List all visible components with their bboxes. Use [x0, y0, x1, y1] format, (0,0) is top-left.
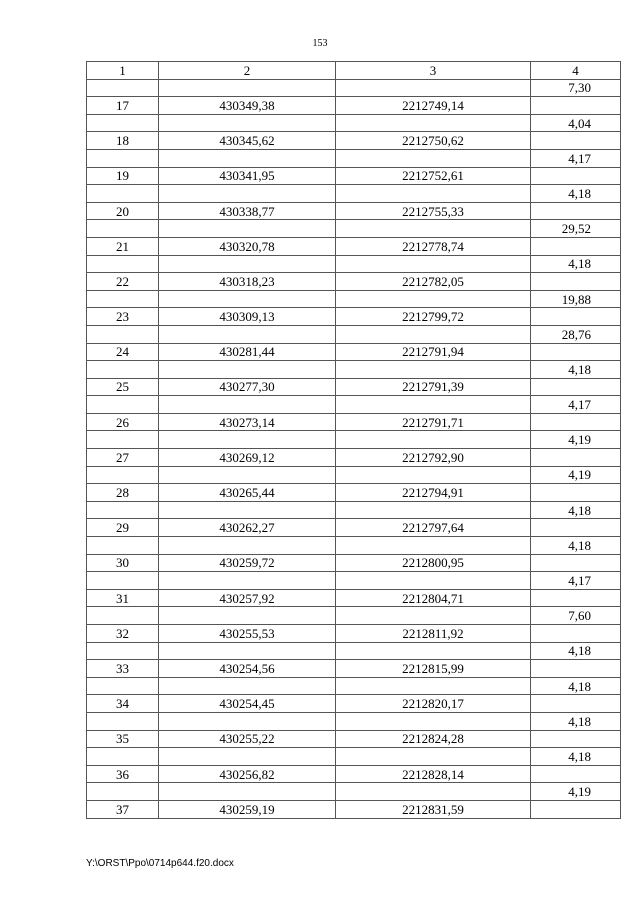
distance-cell: 4,18 — [531, 501, 621, 519]
x-coordinate-cell — [159, 677, 336, 695]
y-coordinate-cell — [336, 466, 531, 484]
y-coordinate-cell: 2212799,72 — [336, 308, 531, 326]
x-coordinate-cell: 430257,92 — [159, 589, 336, 607]
y-coordinate-cell — [336, 501, 531, 519]
table-row — [87, 114, 621, 132]
point-number-cell: 19 — [87, 167, 159, 185]
table-row — [87, 149, 621, 167]
y-coordinate-cell: 2212755,33 — [336, 202, 531, 220]
distance-cell — [531, 97, 621, 115]
point-number-cell: 28 — [87, 484, 159, 502]
y-coordinate-cell: 2212752,61 — [336, 167, 531, 185]
x-coordinate-cell — [159, 396, 336, 414]
table-row — [87, 572, 621, 590]
distance-cell — [531, 413, 621, 431]
x-coordinate-cell: 430281,44 — [159, 343, 336, 361]
y-coordinate-cell: 2212791,94 — [336, 343, 531, 361]
distance-cell — [531, 484, 621, 502]
table-row — [87, 730, 621, 748]
x-coordinate-cell — [159, 431, 336, 449]
y-coordinate-cell — [336, 149, 531, 167]
distance-cell — [531, 730, 621, 748]
point-number-cell: 23 — [87, 308, 159, 326]
x-coordinate-cell — [159, 220, 336, 238]
distance-cell — [531, 378, 621, 396]
distance-cell: 4,18 — [531, 712, 621, 730]
y-coordinate-cell — [336, 712, 531, 730]
point-number-cell — [87, 501, 159, 519]
x-coordinate-cell: 430259,19 — [159, 800, 336, 818]
table-row — [87, 220, 621, 238]
distance-cell — [531, 273, 621, 291]
column-header-4: 4 — [531, 62, 621, 80]
distance-cell — [531, 660, 621, 678]
x-coordinate-cell: 430345,62 — [159, 132, 336, 150]
distance-cell — [531, 625, 621, 643]
distance-cell — [531, 237, 621, 255]
distance-cell — [531, 589, 621, 607]
point-number-cell — [87, 607, 159, 625]
table-row — [87, 413, 621, 431]
y-coordinate-cell: 2212804,71 — [336, 589, 531, 607]
point-number-cell — [87, 537, 159, 555]
y-coordinate-cell: 2212828,14 — [336, 765, 531, 783]
distance-cell — [531, 132, 621, 150]
x-coordinate-cell — [159, 466, 336, 484]
x-coordinate-cell: 430277,30 — [159, 378, 336, 396]
table-row — [87, 255, 621, 273]
footer-file-path: Y:\ORST\Ppo\0714p644.f20.docx — [86, 858, 234, 869]
x-coordinate-cell: 430349,38 — [159, 97, 336, 115]
table-row — [87, 237, 621, 255]
table-row — [87, 783, 621, 801]
distance-cell: 4,18 — [531, 748, 621, 766]
x-coordinate-cell: 430320,78 — [159, 237, 336, 255]
point-number-cell: 21 — [87, 237, 159, 255]
x-coordinate-cell — [159, 185, 336, 203]
distance-cell — [531, 449, 621, 467]
distance-cell — [531, 308, 621, 326]
point-number-cell — [87, 396, 159, 414]
y-coordinate-cell — [336, 431, 531, 449]
distance-cell — [531, 554, 621, 572]
distance-cell: 7,60 — [531, 607, 621, 625]
x-coordinate-cell: 430262,27 — [159, 519, 336, 537]
table-row — [87, 625, 621, 643]
y-coordinate-cell — [336, 748, 531, 766]
point-number-cell — [87, 361, 159, 379]
table-row — [87, 167, 621, 185]
table-row — [87, 396, 621, 414]
table-row — [87, 501, 621, 519]
table-row — [87, 273, 621, 291]
distance-cell: 4,04 — [531, 114, 621, 132]
table-row — [87, 695, 621, 713]
x-coordinate-cell: 430309,13 — [159, 308, 336, 326]
table-row — [87, 537, 621, 555]
table-row — [87, 361, 621, 379]
table-row — [87, 343, 621, 361]
table-row — [87, 79, 621, 97]
point-number-cell: 32 — [87, 625, 159, 643]
distance-cell: 4,17 — [531, 396, 621, 414]
distance-cell: 4,18 — [531, 255, 621, 273]
distance-cell — [531, 695, 621, 713]
distance-cell: 4,19 — [531, 466, 621, 484]
y-coordinate-cell: 2212791,39 — [336, 378, 531, 396]
distance-cell: 4,19 — [531, 431, 621, 449]
y-coordinate-cell: 2212831,59 — [336, 800, 531, 818]
point-number-cell: 27 — [87, 449, 159, 467]
x-coordinate-cell — [159, 712, 336, 730]
x-coordinate-cell: 430265,44 — [159, 484, 336, 502]
x-coordinate-cell — [159, 325, 336, 343]
x-coordinate-cell: 430273,14 — [159, 413, 336, 431]
distance-cell: 4,18 — [531, 185, 621, 203]
point-number-cell: 18 — [87, 132, 159, 150]
table-row — [87, 132, 621, 150]
distance-cell — [531, 202, 621, 220]
table-row — [87, 97, 621, 115]
point-number-cell — [87, 185, 159, 203]
point-number-cell — [87, 149, 159, 167]
table-row — [87, 642, 621, 660]
y-coordinate-cell — [336, 537, 531, 555]
point-number-cell — [87, 748, 159, 766]
x-coordinate-cell — [159, 149, 336, 167]
x-coordinate-cell: 430259,72 — [159, 554, 336, 572]
column-header-2: 2 — [159, 62, 336, 80]
point-number-cell — [87, 572, 159, 590]
distance-cell: 7,30 — [531, 79, 621, 97]
point-number-cell — [87, 677, 159, 695]
table-row — [87, 712, 621, 730]
point-number-cell — [87, 255, 159, 273]
table-row — [87, 554, 621, 572]
y-coordinate-cell: 2212824,28 — [336, 730, 531, 748]
distance-cell: 4,17 — [531, 572, 621, 590]
y-coordinate-cell: 2212797,64 — [336, 519, 531, 537]
x-coordinate-cell — [159, 537, 336, 555]
point-number-cell: 26 — [87, 413, 159, 431]
distance-cell — [531, 343, 621, 361]
y-coordinate-cell — [336, 185, 531, 203]
y-coordinate-cell: 2212782,05 — [336, 273, 531, 291]
point-number-cell: 36 — [87, 765, 159, 783]
column-header-1: 1 — [87, 62, 159, 80]
y-coordinate-cell — [336, 220, 531, 238]
x-coordinate-cell: 430256,82 — [159, 765, 336, 783]
x-coordinate-cell: 430255,53 — [159, 625, 336, 643]
y-coordinate-cell — [336, 114, 531, 132]
coordinates-table — [86, 61, 621, 819]
point-number-cell — [87, 79, 159, 97]
table-row — [87, 202, 621, 220]
page-number: 153 — [312, 38, 328, 49]
x-coordinate-cell — [159, 501, 336, 519]
y-coordinate-cell: 2212791,71 — [336, 413, 531, 431]
table-row — [87, 660, 621, 678]
point-number-cell: 20 — [87, 202, 159, 220]
distance-cell: 4,18 — [531, 361, 621, 379]
point-number-cell — [87, 466, 159, 484]
x-coordinate-cell — [159, 255, 336, 273]
table-row — [87, 290, 621, 308]
x-coordinate-cell — [159, 290, 336, 308]
x-coordinate-cell: 430338,77 — [159, 202, 336, 220]
y-coordinate-cell: 2212750,62 — [336, 132, 531, 150]
distance-cell — [531, 765, 621, 783]
distance-cell: 4,17 — [531, 149, 621, 167]
y-coordinate-cell: 2212749,14 — [336, 97, 531, 115]
column-header-3: 3 — [336, 62, 531, 80]
table-row — [87, 519, 621, 537]
table-body — [87, 79, 621, 818]
distance-cell: 19,88 — [531, 290, 621, 308]
table-row — [87, 765, 621, 783]
table-row — [87, 484, 621, 502]
distance-cell: 4,18 — [531, 642, 621, 660]
table-row — [87, 800, 621, 818]
table-row — [87, 325, 621, 343]
y-coordinate-cell: 2212792,90 — [336, 449, 531, 467]
point-number-cell: 24 — [87, 343, 159, 361]
x-coordinate-cell — [159, 783, 336, 801]
table-row — [87, 677, 621, 695]
x-coordinate-cell: 430341,95 — [159, 167, 336, 185]
point-number-cell: 30 — [87, 554, 159, 572]
y-coordinate-cell — [336, 642, 531, 660]
y-coordinate-cell — [336, 677, 531, 695]
x-coordinate-cell — [159, 572, 336, 590]
x-coordinate-cell — [159, 642, 336, 660]
table-row — [87, 589, 621, 607]
x-coordinate-cell: 430269,12 — [159, 449, 336, 467]
x-coordinate-cell — [159, 748, 336, 766]
x-coordinate-cell — [159, 114, 336, 132]
point-number-cell: 31 — [87, 589, 159, 607]
y-coordinate-cell — [336, 255, 531, 273]
table-row — [87, 466, 621, 484]
y-coordinate-cell — [336, 325, 531, 343]
x-coordinate-cell — [159, 607, 336, 625]
y-coordinate-cell — [336, 79, 531, 97]
y-coordinate-cell — [336, 396, 531, 414]
distance-cell — [531, 167, 621, 185]
x-coordinate-cell — [159, 79, 336, 97]
point-number-cell: 33 — [87, 660, 159, 678]
y-coordinate-cell — [336, 361, 531, 379]
point-number-cell: 25 — [87, 378, 159, 396]
point-number-cell — [87, 290, 159, 308]
y-coordinate-cell: 2212800,95 — [336, 554, 531, 572]
distance-cell: 4,18 — [531, 537, 621, 555]
x-coordinate-cell — [159, 361, 336, 379]
x-coordinate-cell: 430255,22 — [159, 730, 336, 748]
table-row — [87, 308, 621, 326]
y-coordinate-cell — [336, 607, 531, 625]
point-number-cell: 22 — [87, 273, 159, 291]
point-number-cell — [87, 642, 159, 660]
table-header — [87, 62, 621, 80]
point-number-cell — [87, 325, 159, 343]
distance-cell — [531, 519, 621, 537]
table-row — [87, 378, 621, 396]
distance-cell: 28,76 — [531, 325, 621, 343]
y-coordinate-cell — [336, 572, 531, 590]
y-coordinate-cell: 2212815,99 — [336, 660, 531, 678]
y-coordinate-cell: 2212811,92 — [336, 625, 531, 643]
point-number-cell — [87, 783, 159, 801]
distance-cell: 29,52 — [531, 220, 621, 238]
point-number-cell — [87, 431, 159, 449]
table-row — [87, 449, 621, 467]
y-coordinate-cell: 2212820,17 — [336, 695, 531, 713]
y-coordinate-cell — [336, 783, 531, 801]
table-row — [87, 185, 621, 203]
y-coordinate-cell — [336, 290, 531, 308]
y-coordinate-cell: 2212778,74 — [336, 237, 531, 255]
point-number-cell: 29 — [87, 519, 159, 537]
table-row — [87, 607, 621, 625]
point-number-cell: 37 — [87, 800, 159, 818]
y-coordinate-cell: 2212794,91 — [336, 484, 531, 502]
point-number-cell — [87, 114, 159, 132]
point-number-cell — [87, 712, 159, 730]
point-number-cell — [87, 220, 159, 238]
x-coordinate-cell: 430318,23 — [159, 273, 336, 291]
x-coordinate-cell: 430254,45 — [159, 695, 336, 713]
table-row — [87, 748, 621, 766]
point-number-cell: 17 — [87, 97, 159, 115]
header-row — [87, 62, 621, 80]
distance-cell — [531, 800, 621, 818]
point-number-cell: 35 — [87, 730, 159, 748]
distance-cell: 4,19 — [531, 783, 621, 801]
point-number-cell: 34 — [87, 695, 159, 713]
table-row — [87, 431, 621, 449]
distance-cell: 4,18 — [531, 677, 621, 695]
x-coordinate-cell: 430254,56 — [159, 660, 336, 678]
